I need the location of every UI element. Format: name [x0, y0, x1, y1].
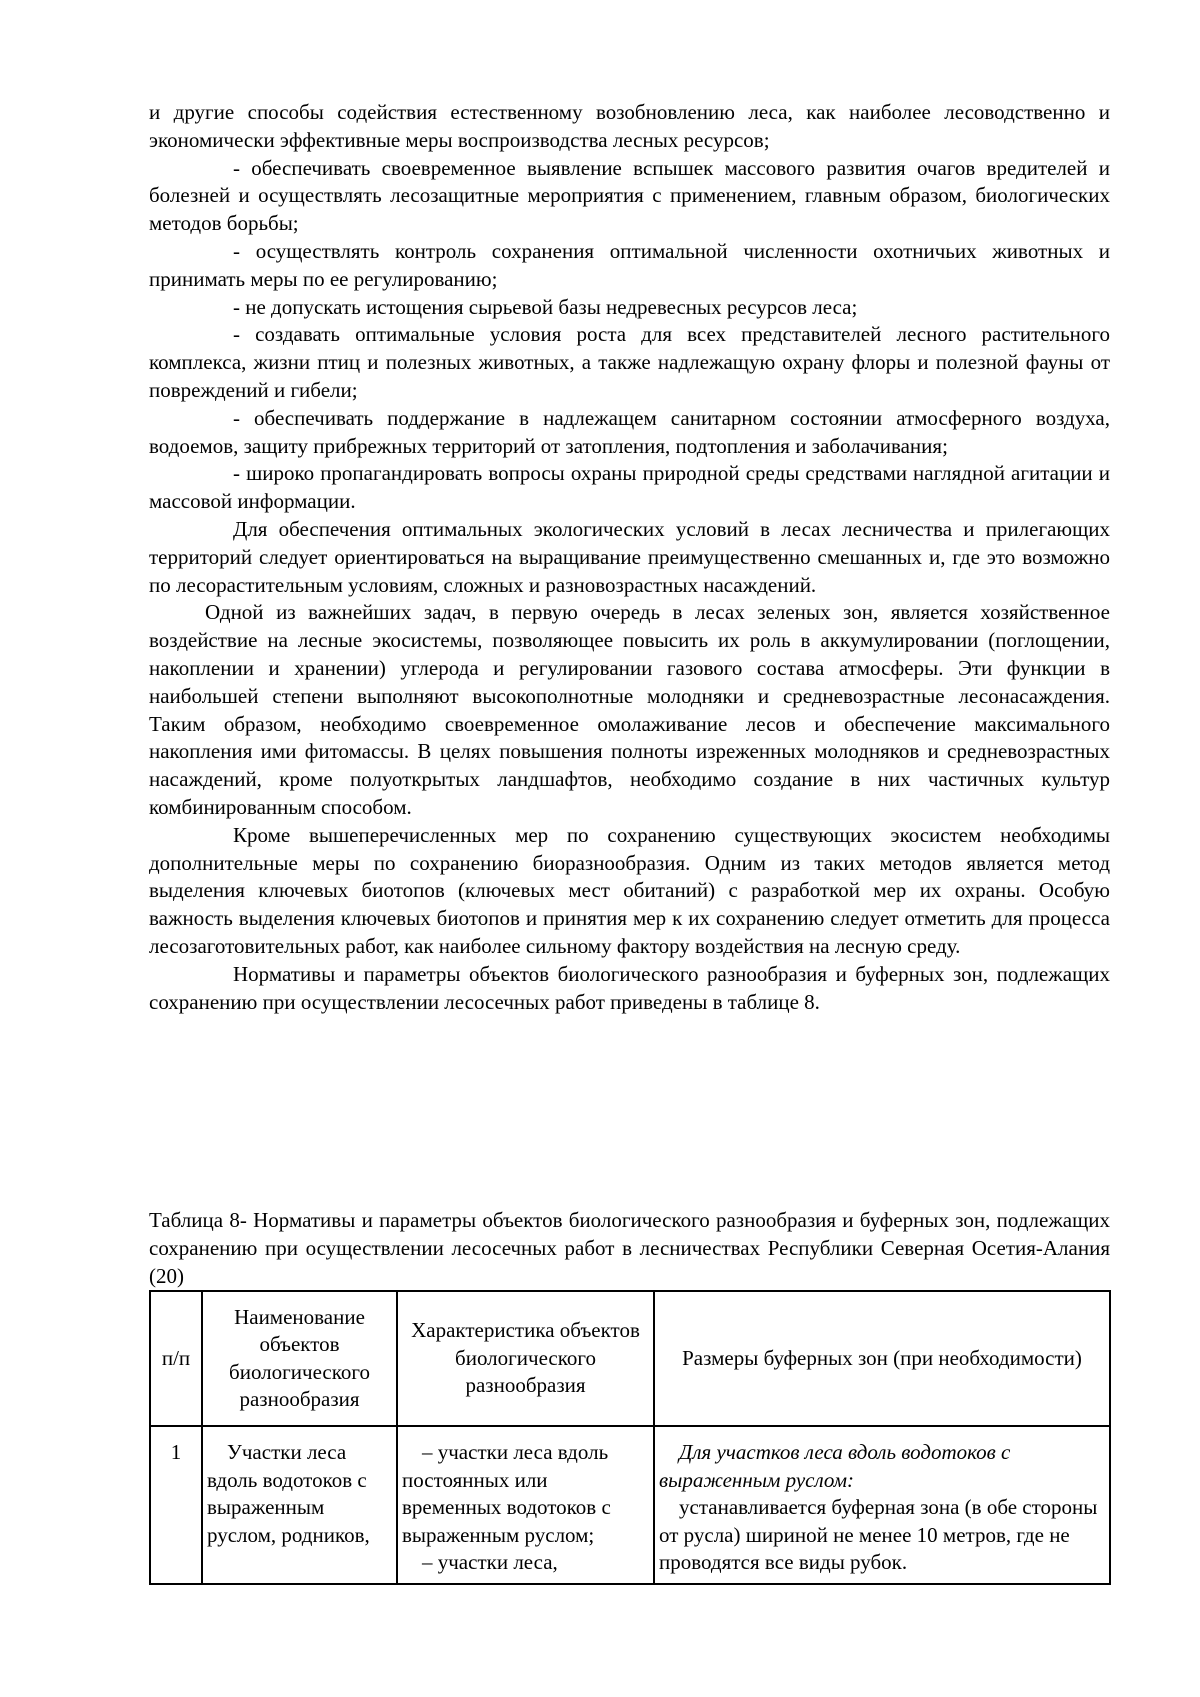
paragraph: - широко пропагандировать вопросы охраны природной среды средствами наглядной агитации и массовой информации. — [149, 461, 1110, 514]
buffer-heading: Для участков леса вдоль водотоков с выраженным руслом: — [659, 1440, 1011, 1492]
paragraph: и другие способы содействия естественному возобновлению леса, как наиболее лесоводственно и экономически эффективные меры воспроизводства лесных ресурсов; — [149, 100, 1110, 152]
header-characteristic: Характеристика объектов биологического разнообразия — [397, 1291, 654, 1426]
buffer-text: устанавливается буферная зона (в обе стороны от русла) шириной не менее 10 метров, где не проводятся все виды рубок. — [659, 1495, 1098, 1574]
paragraph: Нормативы и параметры объектов биологического разнообразия и буферных зон, подлежащих сохранению при осуществлении лесосечных работ приведены в таблице 8. — [149, 961, 1110, 1014]
paragraph: Одной из важнейших задач, в первую очередь в лесах зеленых зон, является хозяйственное воздействие на лесные экосистемы, позволяющее повысить их роль в аккумулировании (поглощении, накоплении и хранении) углерода и регулировании газового состава атмосферы. Эти функции в наибольшей степени выполняют высокополнотные молодняки и средневозрастные лесонасаждения. Таким образом, необходимо своевременное омолаживание лесов и обеспечение максимального накопления ими фитомассы. В целях повышения полноты изреженных молодняков и средневозрастных насаждений, кроме полуоткрытых ландшафтов, необходимо создание в них частичных культур комбинированным способом. — [149, 600, 1110, 819]
cell-num: 1 — [150, 1426, 202, 1584]
biodiversity-table — [149, 1290, 1111, 1585]
table-row — [150, 1426, 1110, 1584]
paragraph: Кроме вышеперечисленных мер по сохранению существующих экосистем необходимы дополнительные меры по сохранению биоразнообразия. Одним из таких методов является метод выделения ключевых биотопов (ключевых мест обитаний) с разработкой мер их охраны. Особую важность выделения ключевых биотопов и принятия мер к их сохранению следует отметить для процесса лесозаготовительных работ, как наиболее сильному фактору воздействия на лесную среду. — [149, 822, 1110, 958]
table-header-row — [150, 1291, 1110, 1426]
characteristic-line: – участки леса вдоль постоянных или временных водотоков с выраженным руслом; — [402, 1440, 611, 1547]
header-name: Наименование объектов биологического разнообразия — [202, 1291, 397, 1426]
characteristic-line: – участки леса, — [422, 1550, 558, 1574]
cell-buffer — [654, 1426, 1110, 1584]
table-caption: Таблица 8- Нормативы и параметры объектов биологического разнообразия и буферных зон, подлежащих сохранению при осуществлении лесосечных работ в лесничествах Республики Северная Осетия-Алания (20) — [149, 1208, 1110, 1288]
paragraph: - не допускать истощения сырьевой базы недревесных ресурсов леса; — [233, 294, 858, 319]
header-num: п/п — [150, 1291, 202, 1426]
header-buffer: Размеры буферных зон (при необходимости) — [654, 1291, 1110, 1426]
cell-name: Участки леса вдоль водотоков с выраженным руслом, родников, — [202, 1426, 397, 1584]
paragraph: - обеспечивать поддержание в надлежащем санитарном состоянии атмосферного воздуха, водоемов, защиту прибрежных территорий от затопления, подтопления и заболачивания; — [149, 405, 1110, 458]
paragraph: - создавать оптимальные условия роста для всех представителей лесного растительного комплекса, жизни птиц и полезных животных, а также надлежащую охрану флоры и полезной фауны от повреждений и гибели; — [149, 322, 1110, 402]
paragraph: - обеспечивать своевременное выявление вспышек массового развития очагов вредителей и болезней и осуществлять лесозащитные мероприятия с применением, главным образом, биологических методов борьбы; — [149, 155, 1110, 236]
paragraph: Для обеспечения оптимальных экологических условий в лесах лесничества и прилегающих территорий следует ориентироваться на выращивание преимущественно смешанных и, где это возможно по лесорастительным условиям, сложных и разновозрастных насаждений. — [149, 516, 1110, 597]
paragraph: - осуществлять контроль сохранения оптимальной численности охотничьих животных и принимать меры по ее регулированию; — [149, 238, 1110, 291]
cell-characteristic — [397, 1426, 654, 1584]
body-text — [149, 99, 1110, 1016]
